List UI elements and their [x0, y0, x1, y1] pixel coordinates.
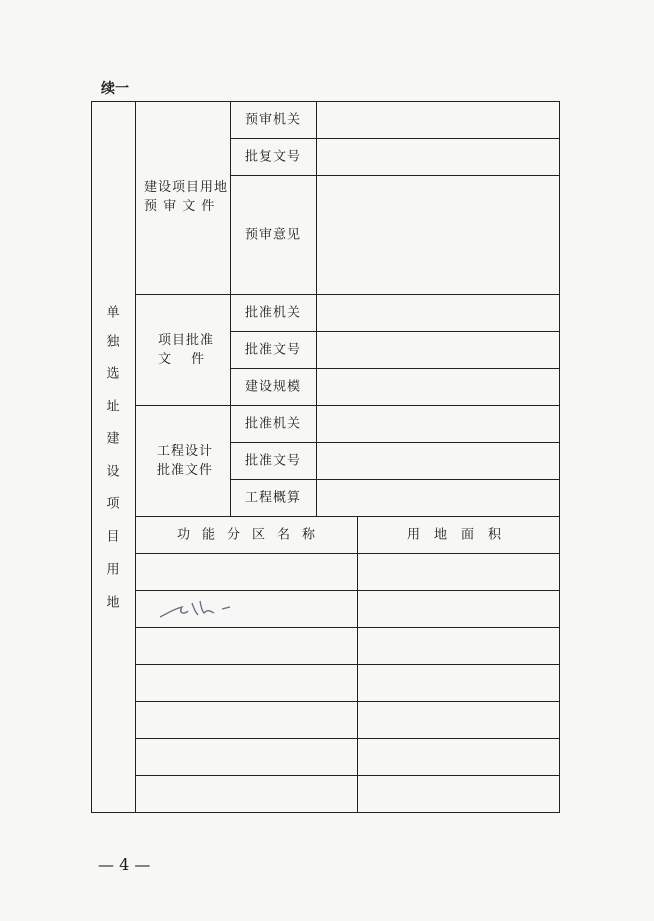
side-char: 建	[106, 431, 120, 447]
field-label: 批准机关	[244, 416, 302, 432]
group-title-land-pre-review: 建设项目用地 预 审 文 件	[144, 180, 229, 214]
side-char: 单	[106, 305, 120, 321]
side-char: 独	[106, 334, 120, 350]
group-title-project-approval: 项目批准 文 件	[158, 333, 215, 367]
continuation-heading: 续一	[101, 81, 129, 97]
field-label: 批准文号	[244, 453, 302, 469]
pen-scribble-mark	[158, 597, 248, 623]
group-title-engineering-design: 工程设计 批准文件	[157, 444, 214, 478]
page-number: — 4 —	[98, 855, 151, 874]
area-col-land-area: 用地面积	[406, 527, 516, 543]
field-label: 批复文号	[244, 149, 302, 165]
side-char: 地	[106, 595, 120, 611]
side-char: 项	[106, 496, 120, 512]
field-label: 批准机关	[244, 305, 302, 321]
side-char: 设	[106, 464, 120, 480]
field-label: 预审意见	[244, 227, 302, 243]
field-label: 批准文号	[244, 342, 302, 358]
side-char: 址	[106, 399, 120, 415]
field-label: 预审机关	[244, 112, 302, 128]
area-col-function-zone: 功能分区名称	[176, 527, 328, 543]
field-label: 建设规模	[244, 379, 302, 395]
field-label: 工程概算	[244, 490, 302, 506]
side-char: 选	[106, 366, 120, 382]
side-char: 目	[106, 529, 120, 545]
side-char: 用	[106, 562, 120, 578]
